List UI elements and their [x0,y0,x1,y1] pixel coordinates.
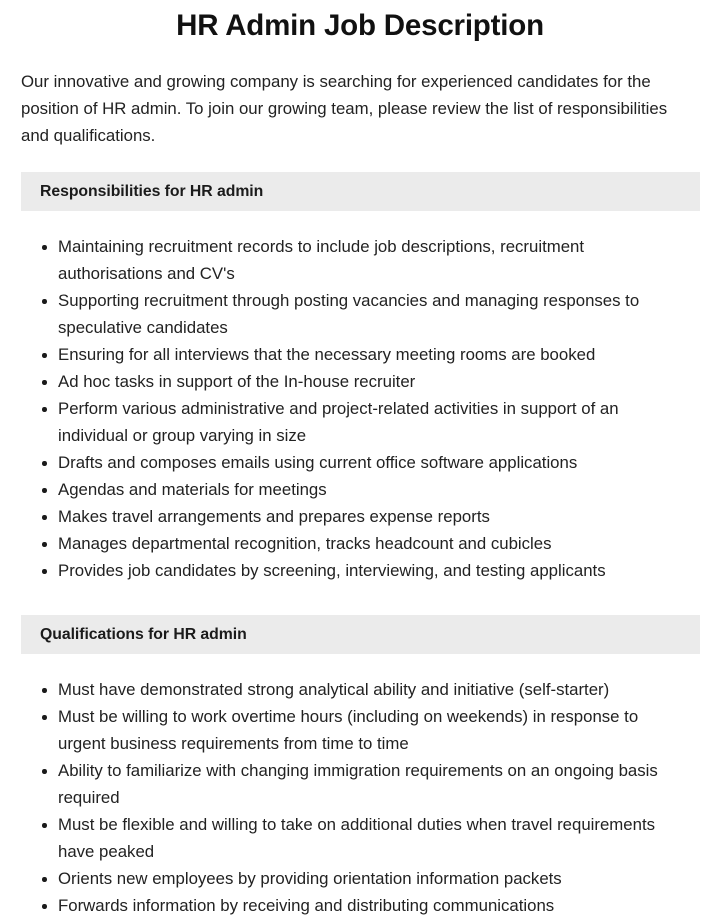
responsibilities-heading-label: Responsibilities for HR admin [40,182,264,200]
list-item: Orients new employees by providing orientation information packets [0,865,720,892]
list-item: Ensuring for all interviews that the necessary meeting rooms are booked [0,341,720,368]
responsibilities-section-header [21,172,700,211]
list-item: Supporting recruitment through posting vacancies and managing responses to speculative candidates [0,287,720,341]
qualifications-list [0,676,720,919]
list-item: Perform various administrative and project-related activities in support of an individual or group varying in size [0,395,720,449]
list-item: Provides job candidates by screening, interviewing, and testing applicants [0,557,720,584]
list-item: Drafts and composes emails using current office software applications [0,449,720,476]
list-item: Maintaining recruitment records to include job descriptions, recruitment authorisations and CV's [0,233,720,287]
list-item: Agendas and materials for meetings [0,476,720,503]
list-item: Ability to familiarize with changing immigration requirements on an ongoing basis required [0,757,720,811]
list-item: Must be willing to work overtime hours (including on weekends) in response to urgent business requirements from time to time [0,703,720,757]
responsibilities-list [0,233,720,584]
list-item: Makes travel arrangements and prepares expense reports [0,503,720,530]
list-item: Ad hoc tasks in support of the In-house recruiter [0,368,720,395]
qualifications-section-header [21,615,700,654]
list-item: Must be flexible and willing to take on additional duties when travel requirements have peaked [0,811,720,865]
list-item: Must have demonstrated strong analytical ability and initiative (self-starter) [0,676,720,703]
qualifications-heading-label: Qualifications for HR admin [40,625,247,643]
list-item: Manages departmental recognition, tracks headcount and cubicles [0,530,720,557]
intro-paragraph: Our innovative and growing company is searching for experienced candidates for the position of HR admin. To join our growing team, please review the list of responsibilities and qualifications. [21,72,668,145]
page-title: HR Admin Job Description [176,9,544,42]
list-item: Forwards information by receiving and distributing communications [0,892,720,919]
